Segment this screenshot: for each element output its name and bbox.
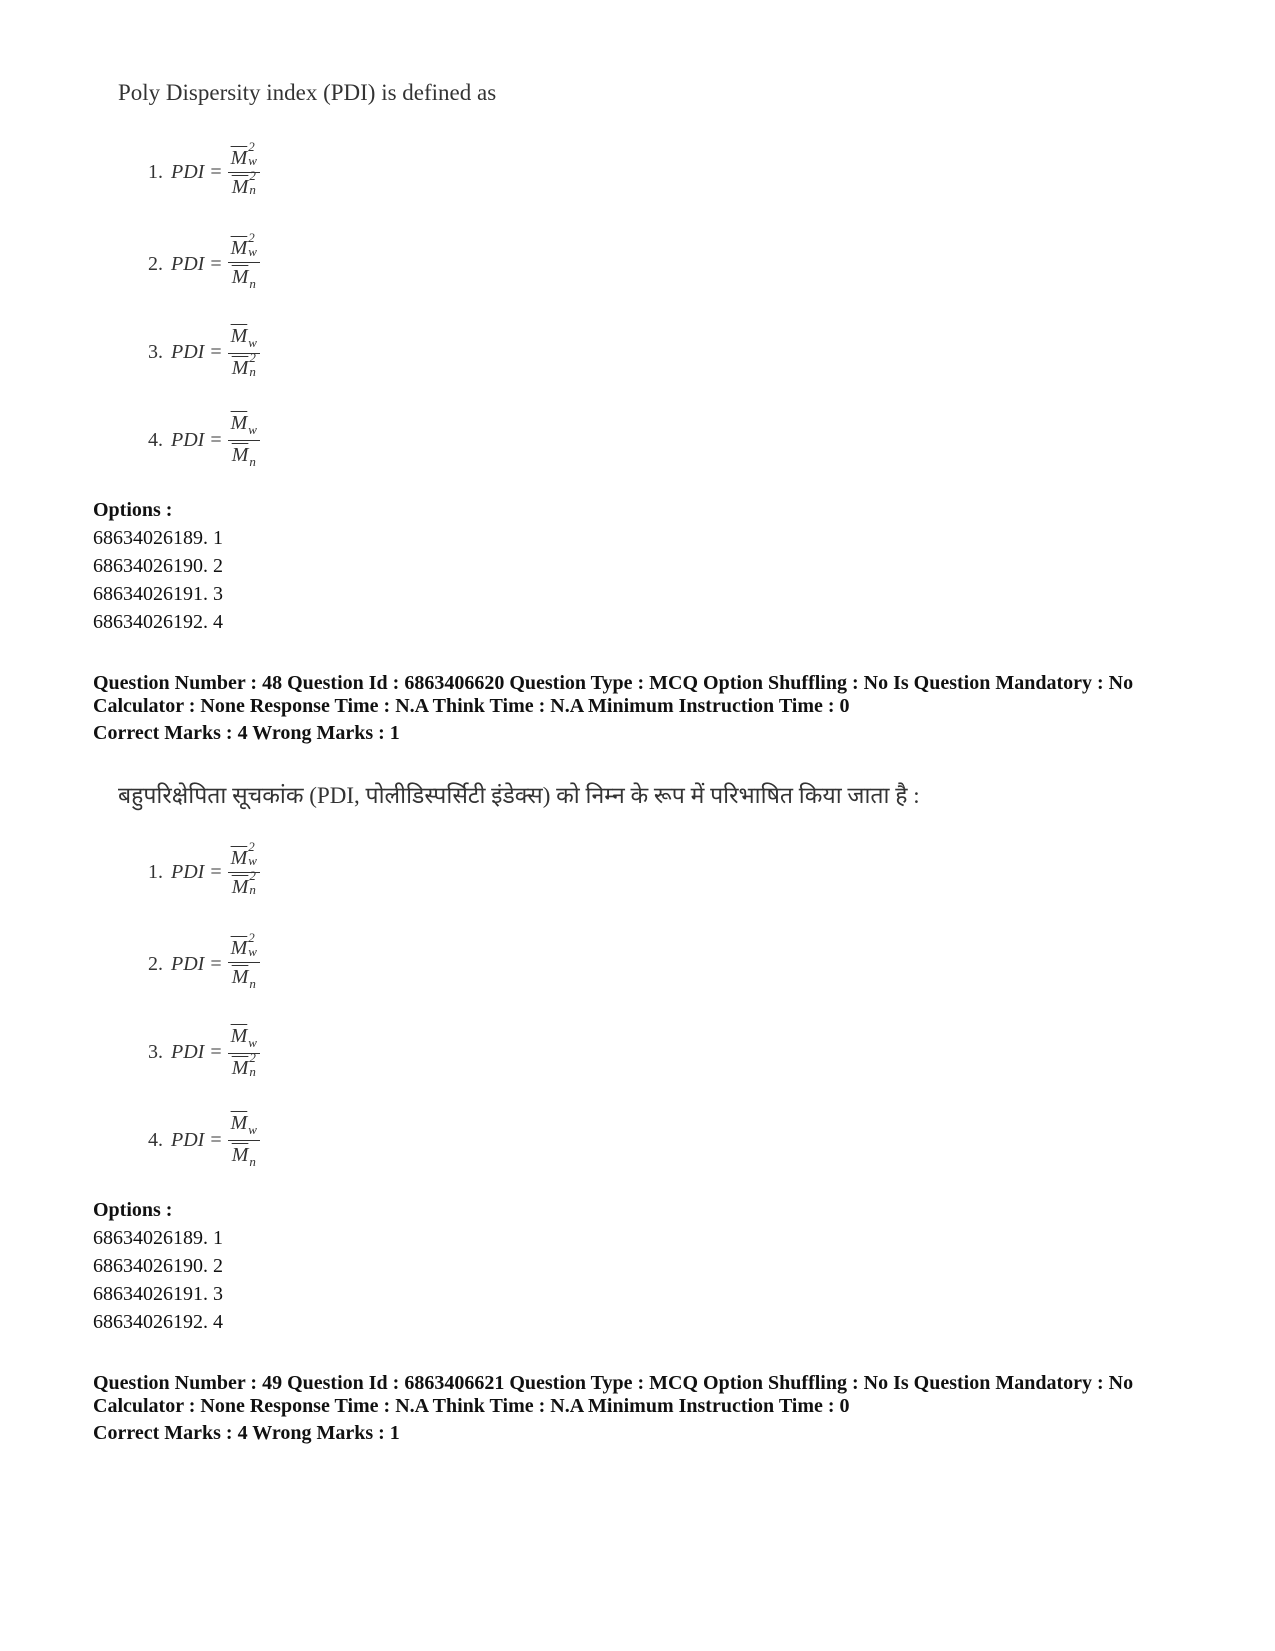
question-marks: Correct Marks : 4 Wrong Marks : 1 (93, 1422, 400, 1444)
formula-equals: = (210, 340, 222, 363)
formula-number: 4. (148, 428, 163, 451)
options-label: Options : (93, 1199, 173, 1221)
formula-lhs: PDI (171, 340, 205, 363)
formula-number: 2. (148, 252, 163, 275)
option-item: 68634026190. 2 (93, 1255, 223, 1277)
formula-option-3 (148, 1020, 260, 1084)
formula-number: 3. (148, 340, 163, 363)
formula-number: 1. (148, 860, 163, 883)
option-item: 68634026190. 2 (93, 555, 223, 577)
formula-lhs: PDI (171, 1128, 205, 1151)
fraction (228, 413, 260, 468)
formula-number: 4. (148, 1128, 163, 1151)
formula-lhs: PDI (171, 952, 205, 975)
formula-equals: = (210, 1040, 222, 1063)
formula-option-1 (148, 140, 260, 204)
options-list (93, 1196, 223, 1336)
formula-equals: = (210, 1128, 222, 1151)
fraction-numerator: $\overline{M}$ 2 w (230, 139, 257, 169)
formula-lhs: PDI (171, 1040, 205, 1063)
formula-lhs: PDI (171, 160, 205, 183)
fraction (228, 1026, 260, 1078)
question-stem: Poly Dispersity index (PDI) is defined as (118, 80, 497, 105)
fraction-bar (228, 962, 260, 963)
fraction-denominator: $\overline{M}_n$ (231, 1143, 256, 1169)
fraction-denominator: $\overline{M}$ 2 n (231, 349, 256, 379)
formula-option-3 (148, 320, 260, 384)
formula-equals: = (210, 428, 222, 451)
formula-option-4 (148, 408, 260, 472)
fraction-numerator: $\overline{M}_w$ (230, 1111, 257, 1137)
options-list (93, 496, 223, 636)
fraction (228, 229, 260, 291)
fraction (228, 929, 260, 991)
option-item: 68634026191. 3 (93, 1283, 223, 1305)
formula-lhs: PDI (171, 252, 205, 275)
option-item: 68634026189. 1 (93, 1227, 223, 1249)
fraction-denominator: $\overline{M}$ 2 n (231, 1049, 256, 1079)
fraction-numerator: $\overline{M}$ 2 w (230, 229, 257, 259)
fraction-denominator: $\overline{M}_n$ (231, 443, 256, 469)
question-meta: Question Number : 49 Question Id : 6863406621 Question Type : MCQ Option Shuffling : No Is Question Mandatory : No Calculator : None Response Time : N.A Think Time : N.A Minimum Instruction Time : 0 (93, 1372, 1134, 1417)
formula-option-1 (148, 840, 260, 904)
formula-number: 1. (148, 160, 163, 183)
formula-equals: = (210, 160, 222, 183)
fraction-bar (228, 1140, 260, 1141)
formula-lhs: PDI (171, 860, 205, 883)
fraction-denominator: $\overline{M}_n$ (231, 966, 256, 991)
formula-equals: = (210, 860, 222, 883)
formula-equals: = (210, 252, 222, 275)
formula-option-2 (148, 929, 260, 996)
fraction-numerator: $\overline{M}$ 2 w (230, 929, 257, 959)
question-marks: Correct Marks : 4 Wrong Marks : 1 (93, 722, 400, 744)
formula-option-2 (148, 229, 260, 296)
options-label: Options : (93, 499, 173, 521)
fraction (228, 139, 260, 198)
fraction-denominator: $\overline{M}$ 2 n (231, 168, 256, 198)
fraction-denominator: $\overline{M}$ 2 n (231, 868, 256, 898)
formula-option-4 (148, 1108, 260, 1172)
fraction-denominator: $\overline{M}_n$ (231, 266, 256, 291)
fraction-numerator: $\overline{M}_w$ (230, 1025, 257, 1050)
formula-number: 3. (148, 1040, 163, 1063)
question-stem-hindi: बहुपरिक्षेपिता सूचकांक (PDI, पोलीडिस्पर्सिटी इंडेक्स) को निम्न के रूप में परिभाषित किया जाता है : (118, 783, 920, 808)
fraction-bar (228, 440, 260, 441)
fraction (228, 839, 260, 898)
option-item: 68634026192. 4 (93, 1311, 223, 1333)
formula-lhs: PDI (171, 428, 205, 451)
formula-equals: = (210, 952, 222, 975)
fraction (228, 326, 260, 378)
option-item: 68634026189. 1 (93, 527, 223, 549)
formula-number: 2. (148, 952, 163, 975)
fraction-numerator: $\overline{M}_w$ (230, 325, 257, 350)
question-meta: Question Number : 48 Question Id : 6863406620 Question Type : MCQ Option Shuffling : No Is Question Mandatory : No Calculator : None Response Time : N.A Think Time : N.A Minimum Instruction Time : 0 (93, 672, 1134, 717)
option-item: 68634026191. 3 (93, 583, 223, 605)
fraction (228, 1113, 260, 1168)
fraction-bar (228, 262, 260, 263)
fraction-numerator: $\overline{M}_w$ (230, 411, 257, 437)
fraction-numerator: $\overline{M}$ 2 w (230, 839, 257, 869)
option-item: 68634026192. 4 (93, 611, 223, 633)
